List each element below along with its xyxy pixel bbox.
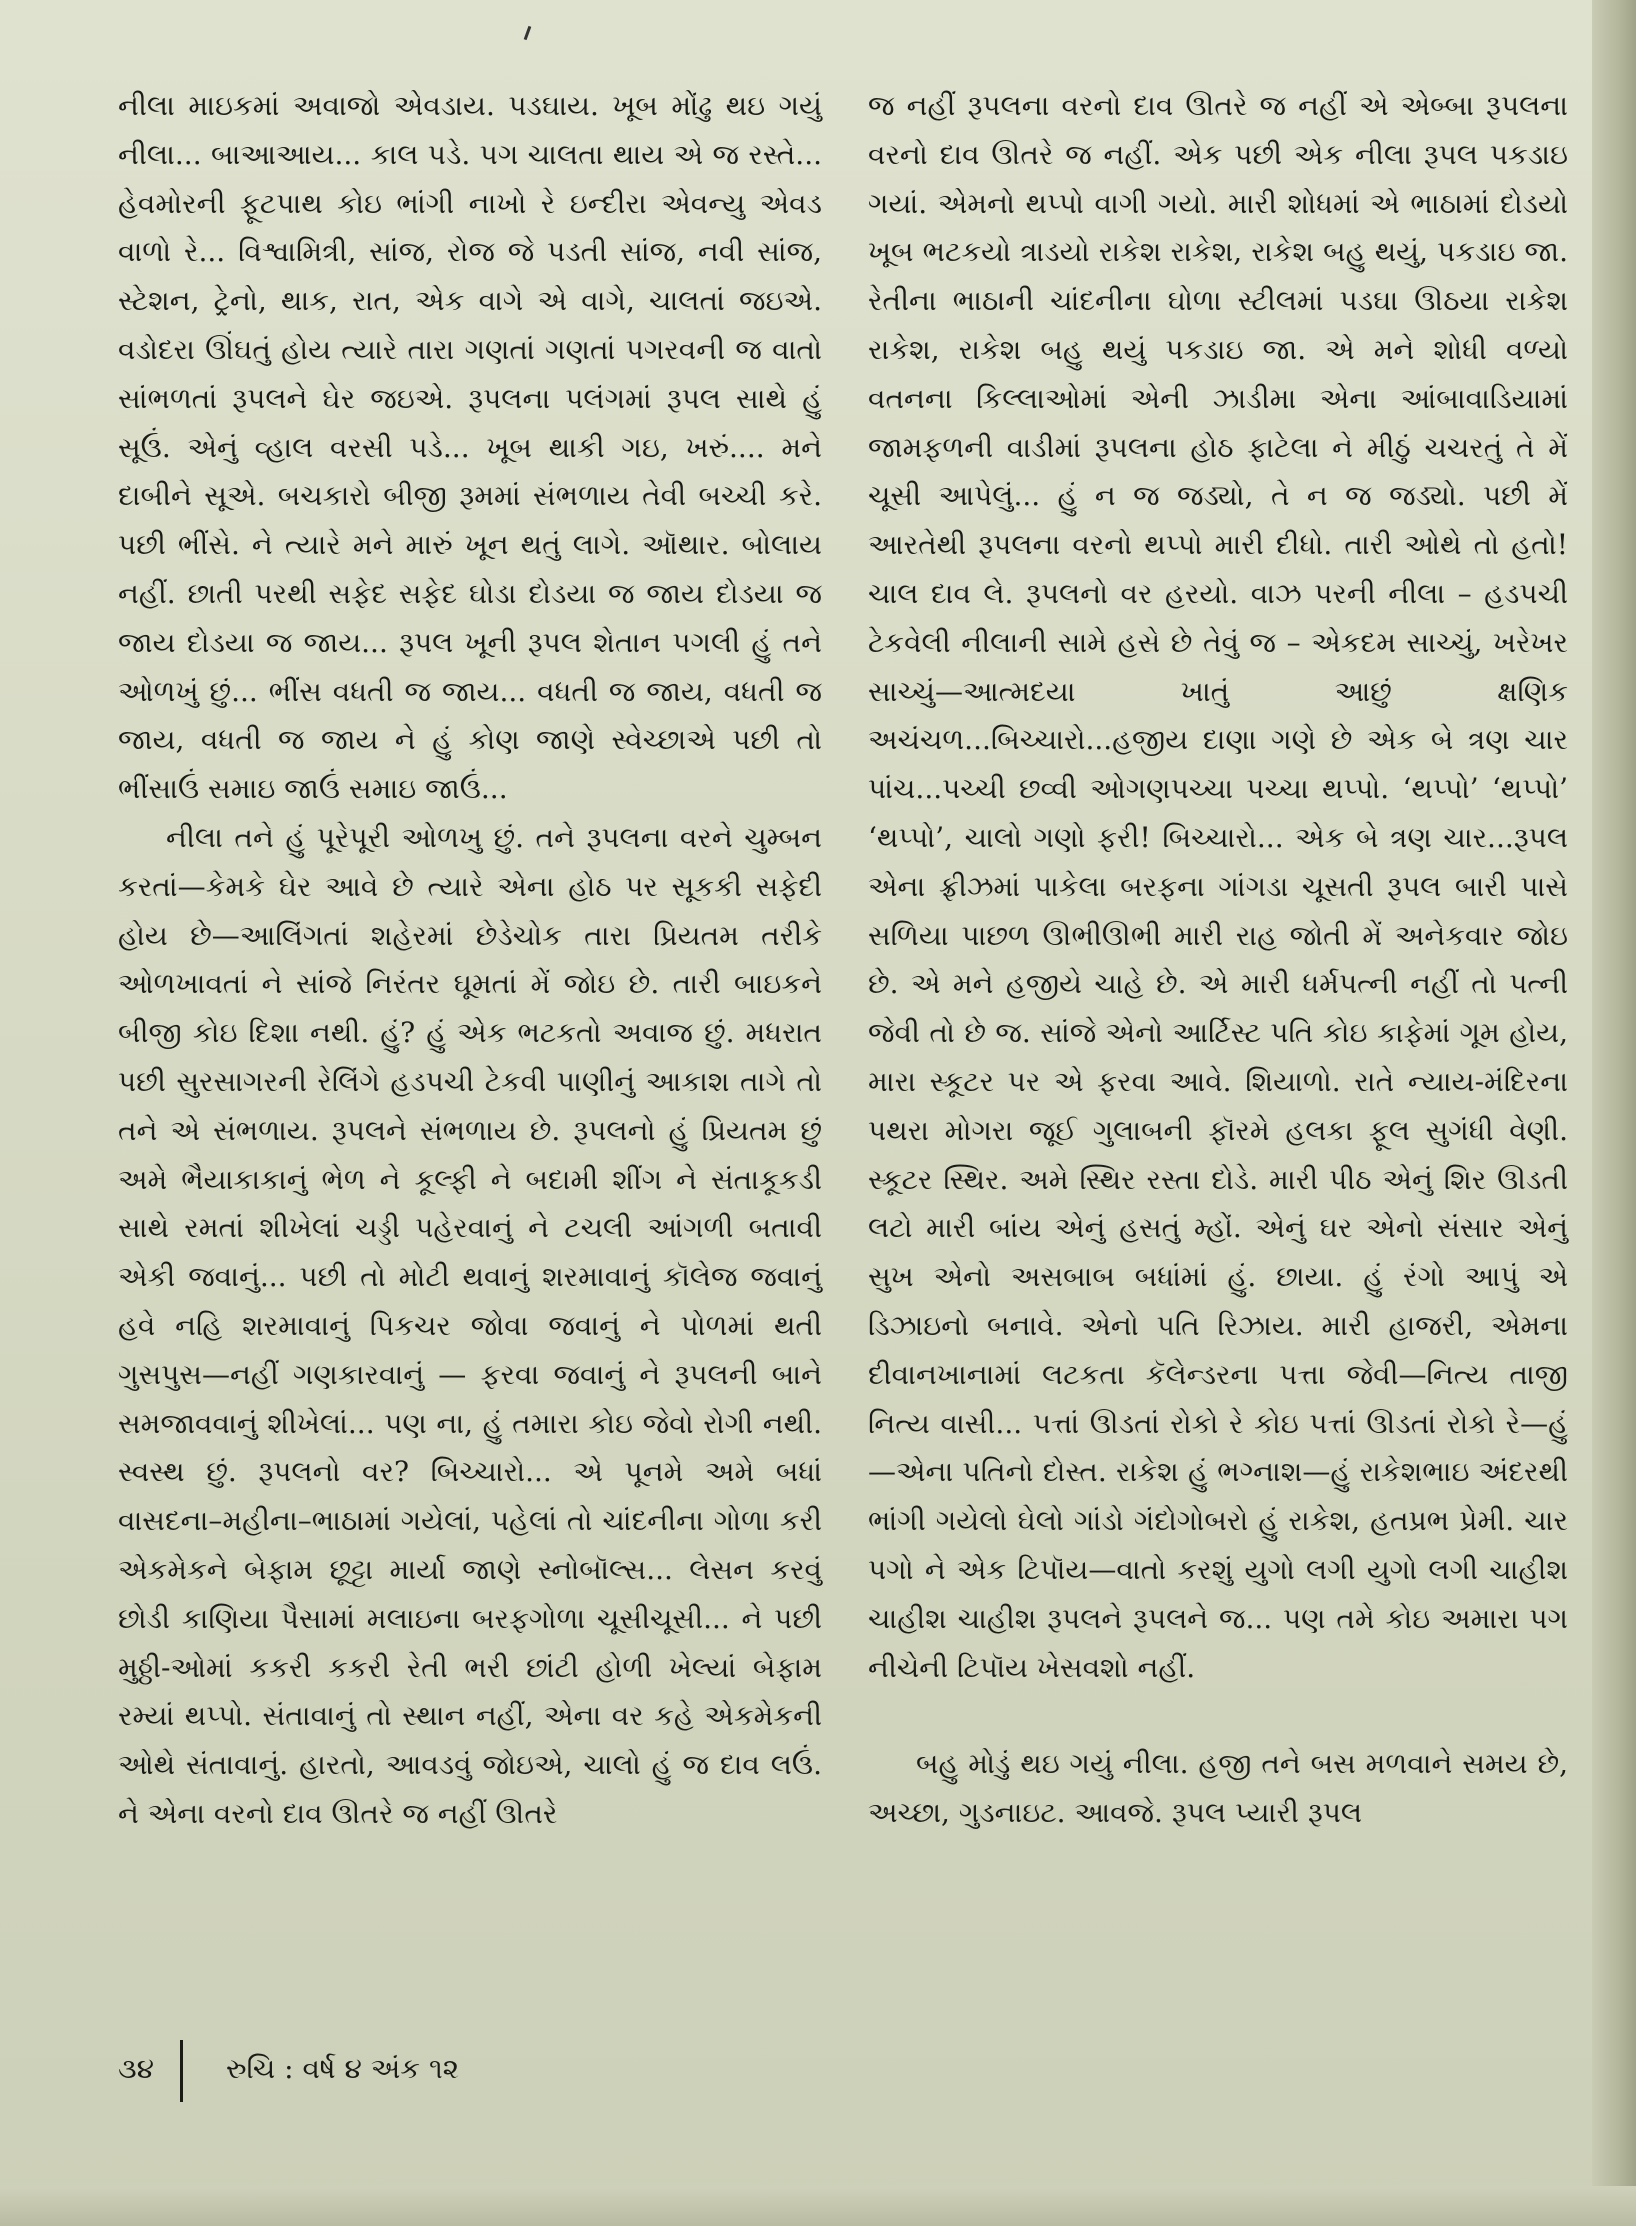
- page-number: ૩૪: [118, 2052, 155, 2085]
- page-footer: [118, 2052, 459, 2086]
- left-column: [118, 82, 822, 1839]
- page-edge-shadow: [1592, 0, 1636, 2226]
- left-paragraph-1: નીલા માઇકમાં અવાજો એવડાય. પડઘાય. ખૂબ મોંઢુ થઇ ગયું નીલા... બાઆઆય... કાલ પડે. પગ ચાલતા થાય એ જ રસ્તે... હેવમોરની ફૂટપાથ કોઇ ભાંગી નાખો રે ઇન્દીરા એવન્યુ એવડ વાળો રે... વિશ્વામિત્રી, સાંજ, રોજ જે પડતી સાંજ, નવી સાંજ, સ્ટેશન, ટ્રેનો, થાક, રાત, એક વાગે એ વાગે, ચાલતાં જઇએ. વડોદરા ઊંઘતું હોય ત્યારે તારા ગણતાં ગણતાં પગરવની જ વાતો સાંભળતાં રૂપલને ઘેર જઇએ. રૂપલના પલંગમાં રૂપલ સાથે હું સૂઉં. એનું વ્હાલ વરસી પડે... ખૂબ થાકી ગઇ, ખરું.... મને દાબીને સૂએ. બચકારો બીજી રૂમમાં સંભળાય તેવી બચ્ચી કરે. પછી ભીંસે. ને ત્યારે મને મારું ખૂન થતું લાગે. ઑથાર. બોલાય નહીં. છાતી પરથી સફેદ સફેદ ઘોડા દોડયા જ જાય દોડયા જ જાય દોડયા જ જાય... રૂપલ ખૂની રૂપલ શેતાન પગલી હું તને ઓળખું છું... ભીંસ વધતી જ જાય... વધતી જ જાય, વધતી જ જાય, વધતી જ જાય ને હું કોણ જાણે સ્વેચ્છાએ પછી તો ભીંસાઉં સમાઇ જાઉં સમાઇ જાઉં...: [118, 89, 822, 806]
- journal-issue: રુચિ : વર્ષ ૪ અંક ૧૨: [226, 2052, 460, 2085]
- right-paragraph-2: બહુ મોડું થઇ ગયું નીલા. હજી તને બસ મળવાને સમય છે, અચ્છા, ગુડનાઇટ. આવજે. રૂપલ પ્યારી રૂપલ: [868, 1747, 1568, 1830]
- right-column: [868, 82, 1568, 1838]
- left-paragraph-2: નીલા તને હું પૂરેપૂરી ઓળખુ છું. તને રૂપલના વરને ચુમ્બન કરતાં—કેમકે ઘેર આવે છે ત્યારે એના હોઠ પર સૂકકી સફેદી હોય છે—આલિંગતાં શહેરમાં છેડેચોક તારા પ્રિયતમ તરીકે ઓળખાવતાં ને સાંજે નિરંતર ઘૂમતાં મેં જોઇ છે. તારી બાઇકને બીજી કોઇ દિશા નથી. હું? હું એક ભટકતો અવાજ છું. મધરાત પછી સુરસાગરની રેલિંગે હડપચી ટેકવી પાણીનું આકાશ તાગે તો તને એ સંભળાય. રૂપલને સંભળાય છે. રૂપલનો હું પ્રિયતમ છું અમે ભૈયાકાકાનું ભેળ ને કૂલ્ફી ને બદામી શીંગ ને સંતાકૂકડી સાથે રમતાં શીખેલાં ચડ્ડી પહેરવાનું ને ટચલી આંગળી બતાવી એકી જવાનું... પછી તો મોટી થવાનું શરમાવાનું કૉલેજ જવાનું હવે નહિ શરમાવાનું પિકચર જોવા જવાનું ને પોળમાં થતી ગુસપુસ—નહીં ગણકારવાનું — ફરવા જવાનું ને રૂપલની બાને સમજાવવાનું શીખેલાં... પણ ના, હું તમારા કોઇ જેવો રોગી નથી. સ્વસ્થ છું. રૂપલનો વર? બિચ્ચારો... એ પૂનમે અમે બધાં વાસદના–મહીના–ભાઠામાં ગયેલાં, પહેલાં તો ચાંદનીના ગોળા કરી એકમેકને બેફામ છૂટ્ટા માર્યા જાણે સ્નોબૉલ્સ... લેસન કરવું છોડી કાણિયા પૈસામાં મલાઇના બરફગોળા ચૂસીચૂસી... ને પછી મુઠ્ઠી-ઓમાં કકરી કકરી રેતી ભરી છાંટી હોળી ખેલ્યાં બેફામ રમ્યાં થપ્પો. સંતાવાનું તો સ્થાન નહીં, એના વર કહે એકમેકની ઓથે સંતાવાનું. હારતો, આવડવું જોઇએ, ચાલો હું જ દાવ લઉં. ને એના વરનો દાવ ઊતરે જ નહીં ઊતરે: [118, 820, 822, 1830]
- scan-bottom-band: [0, 2186, 1636, 2226]
- right-paragraph-1: જ નહીં રૂપલના વરનો દાવ ઊતરે જ નહીં એ એબ્બા રૂપલના વરનો દાવ ઊતરે જ નહીં. એક પછી એક નીલા રૂપલ પકડાઇ ગયાં. એમનો થપ્પો વાગી ગયો. મારી શોધમાં એ ભાઠામાં દોડયો ખૂબ ભટકયો ત્રાડયો રાકેશ રાકેશ, રાકેશ બહુ થયું, પકડાઇ જા. રેતીના ભાઠાની ચાંદનીના ઘોળા સ્ટીલમાં પડઘા ઊઠયા રાકેશ રાકેશ, રાકેશ બહુ થયું પકડાઇ જા. એ મને શોધી વળ્યો વતનના કિલ્લાઓમાં એની ઝાડીમા એના આંબાવાડિયામાં જામફળની વાડીમાં રૂપલના હોઠ ફાટેલા ને મીઠું ચચરતું તે મેં ચૂસી આપેલું... હું ન જ જડ્યો, તે ન જ જડ્યો. પછી મેં આરતેથી રૂપલના વરનો થપ્પો મારી દીધો. તારી ઓથે તો હતો! ચાલ દાવ લે. રૂપલનો વર હરયો. વાઝ પરની નીલા – હડપચી ટેકવેલી નીલાની સામે હસે છે તેવું જ – એકદમ સાચ્ચું, ખરેખર સાચ્ચું—આત્મદયા ખાતું આછું ક્ષણિક અચંચળ...બિચ્ચારો...હજીય દાણા ગણે છે એક બે ત્રણ ચાર પાંચ...પચ્ચી છવ્વી ઓગણપચ્ચા પચ્ચા થપ્પો. ‘થપ્પો’ ‘થપ્પો’ ‘થપ્પો’, ચાલો ગણો ફરી! બિચ્ચારો... એક બે ત્રણ ચાર...રૂપલ એના ફ્રીઝમાં પાકેલા બરફના ગાંગડા ચૂસતી રૂપલ બારી પાસે સળિયા પાછળ ઊભીઊભી મારી રાહ જોતી મેં અનેકવાર જોઇ છે. એ મને હજીયે ચાહે છે. એ મારી ધર્મપત્ની નહીં તો પત્ની જેવી તો છે જ. સાંજે એનો આર્ટિસ્ટ પતિ કોઇ કાફેમાં ગૂમ હોય, મારા સ્કૂટર પર એ ફરવા આવે. શિયાળો. રાતે ન્યાય-મંદિરના પથરા મોગરા જૂઈ ગુલાબની ફૉરમે હલકા ફૂલ સુગંધી વેણી. સ્કૂટર સ્થિર. અમે સ્થિર રસ્તા દોડે. મારી પીઠ એનું શિર ઊડતી લટો મારી બાંય એનું હસતું મ્હોં. એનું ઘર એનો સંસાર એનું સુખ એનો અસબાબ બધાંમાં હું. છાયા. હું રંગો આપું એ ડિઝાઇનો બનાવે. એનો પતિ રિઝાય. મારી હાજરી, એમના દીવાનખાનામાં લટકતા કૅલેન્ડરના પત્તા જેવી—નિત્ય તાજી નિત્ય વાસી... પત્તાં ઊડતાં રોકો રે કોઇ પત્તાં ઊડતાં રોકો રે—હું—એના પતિનો દોસ્ત. રાકેશ હું ભગ્નાશ—હું રાકેશભાઇ અંદરથી ભાંગી ગયેલો ઘેલો ગાંડો ગંદોગોબરો હું રાકેશ, હતપ્રભ પ્રેમી. ચાર પગો ને એક ટિપૉય—વાતો કરશું યુગો લગી યુગો લગી ચાહીશ ચાહીશ ચાહીશ રૂપલને રૂપલને જ... પણ તમે કોઇ અમારા પગ નીચેની ટિપૉય ખેસવશો નહીં.: [868, 89, 1568, 1684]
- ink-mark: [524, 26, 532, 40]
